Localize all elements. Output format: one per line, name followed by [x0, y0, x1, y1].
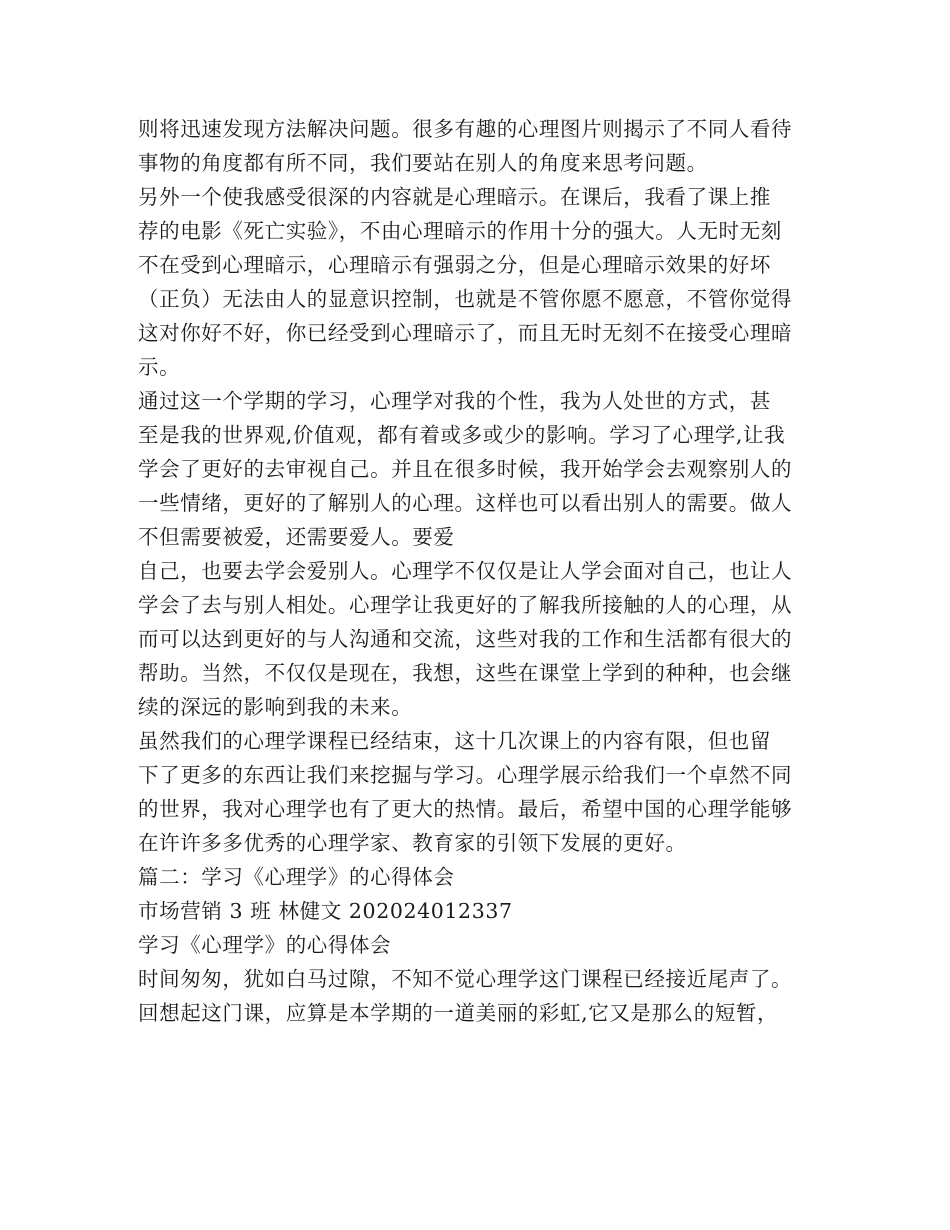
text-line: 不但需要被爱，还需要爱人。要爱	[138, 525, 455, 549]
text-line: （正负）无法由人的显意识控制，也就是不管你愿不愿意，不管你觉得	[138, 287, 793, 311]
text-line: 在许许多多优秀的心理学家、教育家的引领下发展的更好。	[138, 831, 687, 855]
text-line: 至是我的世界观,价值观，都有着或多或少的影响。学习了心理学,让我	[138, 423, 786, 447]
text-line: 虽然我们的心理学课程已经结束，这十几次课上的内容有限，但也留	[138, 729, 771, 753]
text-line: 下了更多的东西让我们来挖掘与学习。心理学展示给我们一个卓然不同	[138, 763, 793, 787]
text-line: 另外一个使我感受很深的内容就是心理暗示。在课后，我看了课上推	[138, 185, 771, 209]
text-line: 事物的角度都有所不同，我们要站在别人的角度来思考问题。	[138, 151, 708, 175]
text-line: 自己，也要去学会爱别人。心理学不仅仅是让人学会面对自己，也让人	[138, 559, 793, 583]
author-line: 市场营销 3 班 林健文 202024012337	[138, 899, 513, 923]
document-body	[138, 112, 838, 1030]
text-line: 时间匆匆，犹如白马过隙，不知不觉心理学这门课程已经接近尾声了。	[138, 967, 793, 991]
text-line: 的世界，我对心理学也有了更大的热情。最后，希望中国的心理学能够	[138, 797, 793, 821]
text-line: 则将迅速发现方法解决问题。很多有趣的心理图片则揭示了不同人看待	[138, 117, 793, 141]
text-line: 通过这一个学期的学习，心理学对我的个性，我为人处世的方式，甚	[138, 389, 771, 413]
article-title: 学习《心理学》的心得体会	[138, 933, 392, 957]
text-line: 回想起这门课，应算是本学期的一道美丽的彩虹,它又是那么的短暂，	[138, 1001, 779, 1025]
text-line: 续的深远的影响到我的未来。	[138, 695, 413, 719]
text-line: 学会了更好的去审视自己。并且在很多时候，我开始学会去观察别人的	[138, 457, 793, 481]
text-line: 帮助。当然，不仅仅是现在，我想，这些在课堂上学到的种种，也会继	[138, 661, 793, 685]
section-heading: 篇二：学习《心理学》的心得体会	[138, 865, 455, 889]
text-line: 不在受到心理暗示，心理暗示有强弱之分，但是心理暗示效果的好坏	[138, 253, 771, 277]
text-line: 学会了去与别人相处。心理学让我更好的了解我所接触的人的心理，从	[138, 593, 793, 617]
text-line: 示。	[138, 355, 181, 379]
text-line: 这对你好不好，你已经受到心理暗示了，而且无时无刻不在接受心理暗	[138, 321, 793, 345]
text-line: 荐的电影《死亡实验》，不由心理暗示的作用十分的强大。人无时无刻	[138, 219, 782, 243]
text-line: 一些情绪，更好的了解别人的心理。这样也可以看出别人的需要。做人	[138, 491, 793, 515]
text-line: 而可以达到更好的与人沟通和交流，这些对我的工作和生活都有很大的	[138, 627, 793, 651]
